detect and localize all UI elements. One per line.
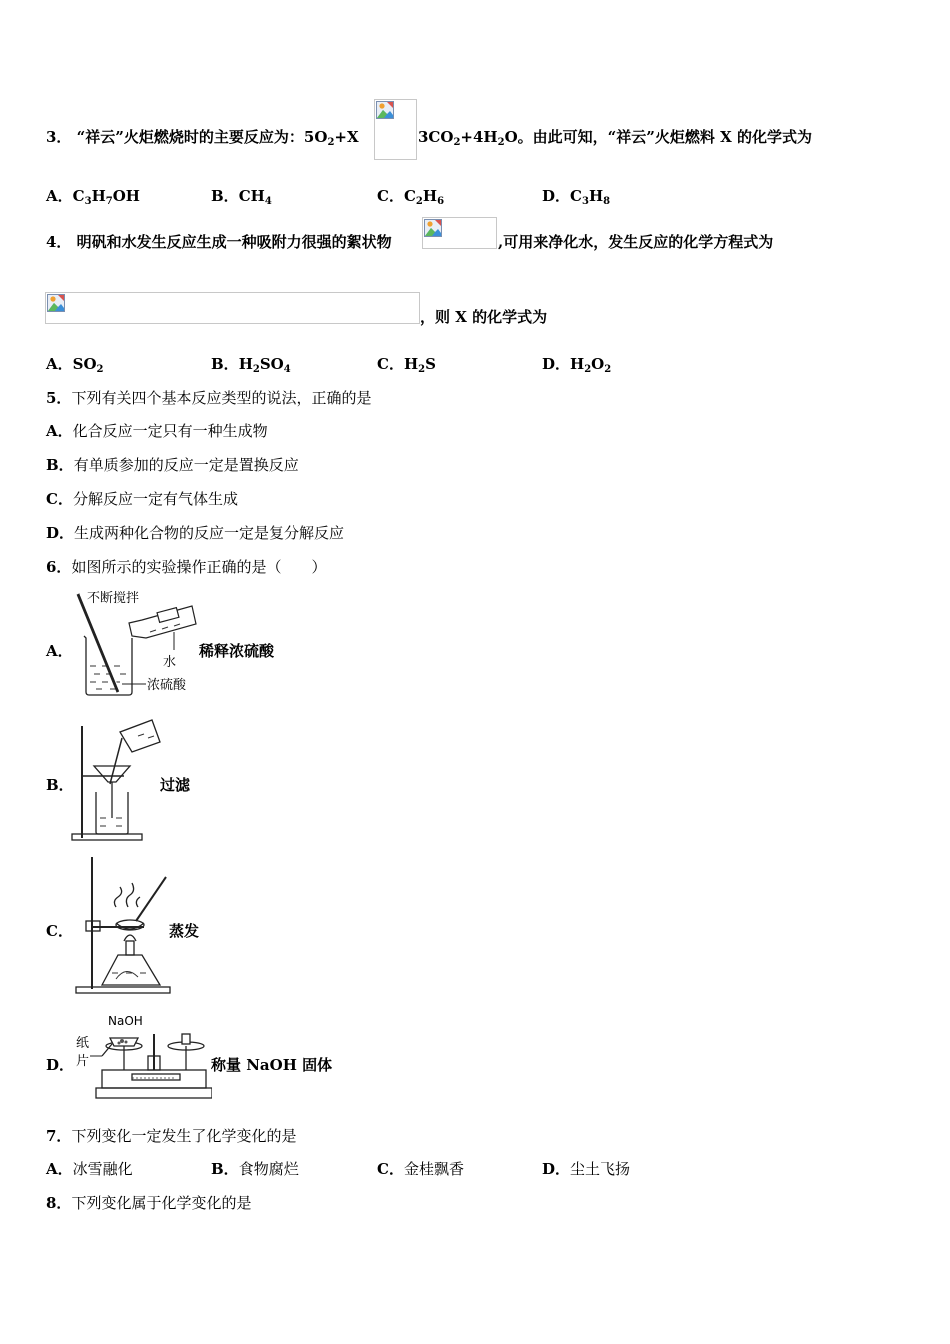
broken-image-icon [47,294,65,312]
q3-stem: 3． “祥云”火炬燃烧时的主要反应为：$5O_2+X$ [46,128,359,148]
q5-stem: 5．下列有关四个基本反应类型的说法，正确的是 [46,389,372,407]
q5-option-c: C．分解反应一定有气体生成 [46,490,238,508]
q6-c-evaporation-figure [72,855,172,995]
q8-stem: 8．下列变化属于化学变化的是 [46,1194,252,1212]
label-paper-1: 纸 [76,1036,90,1051]
q3-option-d: D．$C_3H_8$ [542,187,611,207]
q6-b-filtration-figure [70,718,165,844]
q6-option-c-label: C． [46,922,73,940]
q3-option-a: A．$C_3H_7OH$ [46,187,140,207]
q4-equation-image [45,292,420,324]
q6-option-d-label: D． [46,1056,75,1074]
q4-option-c: C．$H_2S$ [377,355,436,375]
q7-option-b: B．食物腐烂 [211,1160,299,1178]
q7-stem: 7．下列变化一定发生了化学变化的是 [46,1127,297,1145]
label-acid: 浓硫酸 [147,678,187,693]
stirring-rod [78,594,118,692]
q5-option-a: A．化合反应一定只有一种生成物 [46,422,268,440]
q3-option-c: C．$C_2H_6$ [377,187,445,207]
q4-option-b: B．$H_2SO_4$ [211,355,291,375]
q4-number: 4． [46,233,72,251]
broken-image-icon [424,219,442,237]
q3-text-before: “祥云”火炬燃烧时的主要反应为：5O [76,128,328,146]
broken-image-icon [376,101,394,119]
q4-option-d: D．$H_2O_2$ [542,355,612,375]
q6-stem: 6．如图所示的实验操作正确的是（ ） [46,558,327,576]
q6-option-c-text: 蒸发 [169,922,200,940]
q4-line2: ，则 X 的化学式为 [420,308,548,326]
q6-option-d-text: 称量 NaOH 固体 [211,1056,333,1074]
q4-stem: 4． 明矾和水发生反应生成一种吸附力很强的絮状物 [46,233,392,251]
q4-floc-formula-image [422,217,497,249]
q5-option-d: D．生成两种化合物的反应一定是复分解反应 [46,524,345,542]
q6-a-dilution-figure [74,588,199,698]
label-stirring: 不断搅拌 [87,591,140,606]
q5-option-b: B．有单质参加的反应一定是置换反应 [46,456,299,474]
q4-stem-after: ,可用来净化水，发生反应的化学方程式为 [498,233,774,251]
label-naoh: NaOH [108,1014,143,1028]
q3-stem-after: $3CO_2+4H_2O$。由此可知，“祥云”火炬燃料 X 的化学式为 [418,128,812,148]
q7-option-a: A．冰雪融化 [46,1160,133,1178]
label-water: 水 [163,655,177,670]
label-paper-2: 片 [76,1054,90,1069]
q6-option-a-text: 稀释浓硫酸 [199,642,275,660]
q6-d-balance-figure [72,1012,212,1104]
reagent-bottle [129,606,196,638]
q3-number: 3． [46,128,72,146]
q6-option-b-label: B． [46,776,74,794]
q6-option-a-label: A． [46,642,73,660]
q6-option-b-text: 过滤 [160,776,191,794]
q7-option-d: D．尘土飞扬 [542,1160,631,1178]
q7-option-c: C．金桂飘香 [377,1160,464,1178]
q4-option-a: A．$SO_2$ [46,355,104,375]
q3-reaction-arrow-image [374,99,417,160]
q3-option-b: B．$CH_4$ [211,187,272,207]
